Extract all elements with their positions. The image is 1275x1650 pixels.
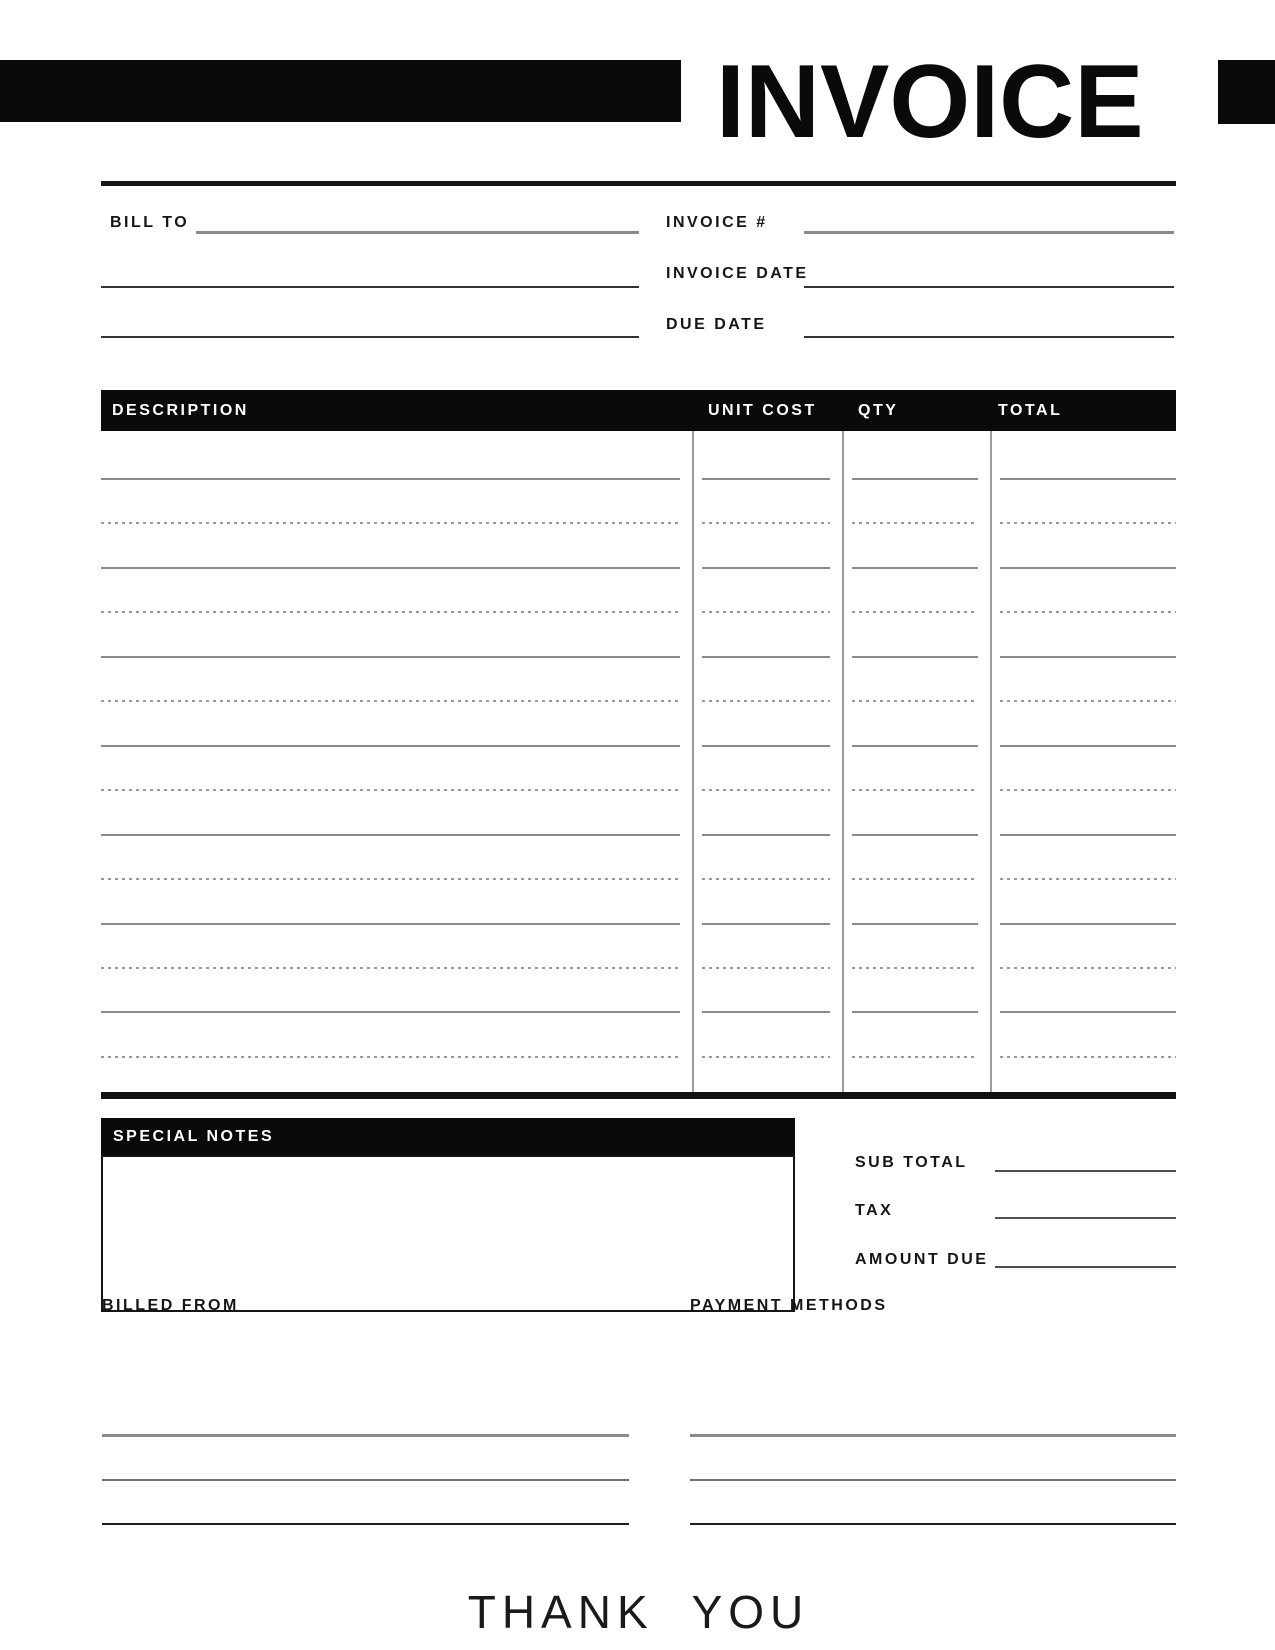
billed-from-label: BILLED FROM	[102, 1297, 239, 1314]
page-title: INVOICE	[716, 44, 1144, 160]
invoice-date-label: INVOICE DATE	[666, 265, 809, 282]
column-header-qty: QTY	[858, 402, 899, 419]
item-row-separator-solid	[101, 745, 1176, 747]
item-row-separator-solid	[101, 923, 1176, 925]
tax-label: TAX	[855, 1202, 894, 1219]
billed-from-input-line-2[interactable]	[102, 1479, 629, 1481]
column-header-total: TOTAL	[998, 402, 1063, 419]
billed-from-input-line-1[interactable]	[102, 1434, 629, 1437]
invoice-number-input-line[interactable]	[804, 231, 1174, 234]
payment-methods-input-line-3[interactable]	[690, 1523, 1176, 1525]
item-row-separator-dotted	[101, 878, 1176, 880]
item-row-separator-dotted	[101, 967, 1176, 969]
bill-to-input-line-2[interactable]	[101, 286, 639, 288]
header-rule	[101, 181, 1176, 186]
header-right-square	[1218, 60, 1275, 124]
bill-to-input-line-3[interactable]	[101, 336, 639, 338]
item-row-separator-solid	[101, 656, 1176, 658]
item-row-separator-dotted	[101, 522, 1176, 524]
column-header-unit-cost: UNIT COST	[708, 402, 817, 419]
payment-methods-input-line-2[interactable]	[690, 1479, 1176, 1481]
payment-methods-label: PAYMENT METHODS	[690, 1297, 888, 1314]
amount-due-label: AMOUNT DUE	[855, 1251, 989, 1268]
item-row-separator-dotted	[101, 700, 1176, 702]
item-row-separator-dotted	[101, 1056, 1176, 1058]
item-row-separator-dotted	[101, 611, 1176, 613]
billed-from-input-line-3[interactable]	[102, 1523, 629, 1525]
items-table-bottom-rule	[101, 1092, 1176, 1099]
column-divider-2	[842, 431, 844, 1092]
item-row-separator-solid	[101, 478, 1176, 480]
invoice-number-label: INVOICE #	[666, 214, 768, 231]
item-row-separator-dotted	[101, 789, 1176, 791]
due-date-input-line[interactable]	[804, 336, 1174, 338]
bill-to-input-line[interactable]	[196, 231, 639, 234]
special-notes-label: SPECIAL NOTES	[113, 1128, 275, 1145]
column-header-description: DESCRIPTION	[112, 402, 249, 419]
header-left-bar	[0, 60, 681, 122]
special-notes-box[interactable]	[101, 1155, 795, 1312]
special-notes-header	[101, 1118, 795, 1155]
due-date-label: DUE DATE	[666, 316, 767, 333]
column-divider-3	[990, 431, 992, 1092]
item-row-separator-solid	[101, 1011, 1176, 1013]
item-row-separator-solid	[101, 834, 1176, 836]
payment-methods-input-line-1[interactable]	[690, 1434, 1176, 1437]
items-table-header	[101, 390, 1176, 431]
amount-due-input-line[interactable]	[995, 1266, 1176, 1268]
item-row-separator-solid	[101, 567, 1176, 569]
sub-total-label: SUB TOTAL	[855, 1154, 968, 1171]
items-table	[101, 390, 1176, 1099]
tax-input-line[interactable]	[995, 1217, 1176, 1219]
sub-total-input-line[interactable]	[995, 1170, 1176, 1172]
bill-to-label: BILL TO	[110, 214, 190, 231]
column-divider-1	[692, 431, 694, 1092]
invoice-date-input-line[interactable]	[804, 286, 1174, 288]
thank-you-text: THANK YOU	[467, 1586, 810, 1638]
